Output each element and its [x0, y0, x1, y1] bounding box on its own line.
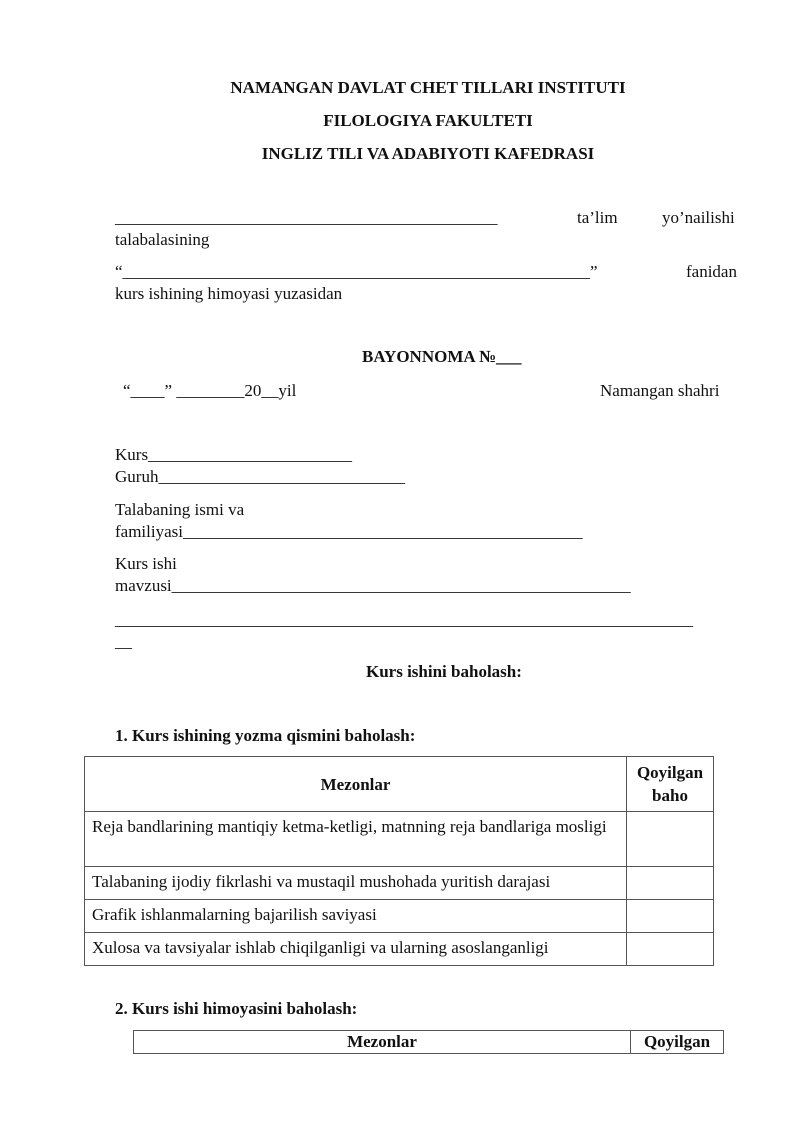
section1-title: 1. Kurs ishining yozma qismini baholash:: [115, 726, 416, 745]
grade-cell[interactable]: [627, 933, 714, 966]
student-name-field: familiyasi_______________________________________________: [115, 522, 583, 541]
written-part-table: [84, 756, 714, 966]
fanidan-label: fanidan: [686, 262, 737, 281]
document-title: BAYONNOMA №___: [362, 347, 522, 366]
department-heading: INGLIZ TILI VA ADABIYOTI KAFEDRASI: [261, 144, 595, 163]
topic-label: Kurs ishi: [115, 554, 177, 573]
criteria-cell: Grafik ishlanmalarning bajarilish saviyasi: [85, 900, 627, 933]
criteria-header: Mezonlar: [134, 1031, 631, 1054]
students-label: talabalasining: [115, 230, 210, 249]
defense-table: [133, 1030, 724, 1054]
course-field: Kurs________________________: [115, 445, 353, 464]
topic-continuation-tail: __: [115, 632, 132, 651]
faculty-heading: FILOLOGIYA FAKULTETI: [323, 111, 533, 130]
subject-blank-line: “_______________________________________________________”: [115, 262, 598, 281]
defense-label: kurs ishining himoyasi yuzasidan: [115, 284, 343, 303]
student-name-label: Talabaning ismi va: [115, 500, 245, 519]
evaluation-heading: Kurs ishini baholash:: [366, 662, 522, 681]
criteria-cell: Xulosa va tavsiyalar ishlab chiqilganligi va ularning asoslanganligi: [85, 933, 627, 966]
topic-continuation-line: ____________________________________________________________________: [115, 610, 693, 629]
city-label: Namangan shahri: [600, 381, 720, 400]
criteria-cell: Talabaning ijodiy fikrlashi va mustaqil mushohada yuritish darajasi: [85, 867, 627, 900]
grade-header: Qoyilgan baho: [627, 757, 714, 812]
grade-cell[interactable]: [627, 867, 714, 900]
section2-title: 2. Kurs ishi himoyasini baholash:: [115, 999, 358, 1018]
date-line: “____” ________20__yil: [123, 381, 297, 400]
grade-cell[interactable]: [627, 900, 714, 933]
grade-header: Qoyilgan: [631, 1031, 724, 1054]
criteria-header: Mezonlar: [85, 757, 627, 812]
institute-heading: NAMANGAN DAVLAT CHET TILLARI INSTITUTI: [230, 78, 626, 97]
grade-cell[interactable]: [627, 812, 714, 867]
group-field: Guruh_____________________________: [115, 467, 405, 486]
yonalish-label: yo’nailishi: [662, 208, 735, 227]
program-blank-line: _____________________________________________: [115, 208, 498, 227]
topic-field: mavzusi______________________________________________________: [115, 576, 631, 595]
criteria-cell: Reja bandlarining mantiqiy ketma-ketligi, matnning reja bandlariga mosligi: [85, 812, 627, 867]
talim-label: ta’lim: [577, 208, 618, 227]
